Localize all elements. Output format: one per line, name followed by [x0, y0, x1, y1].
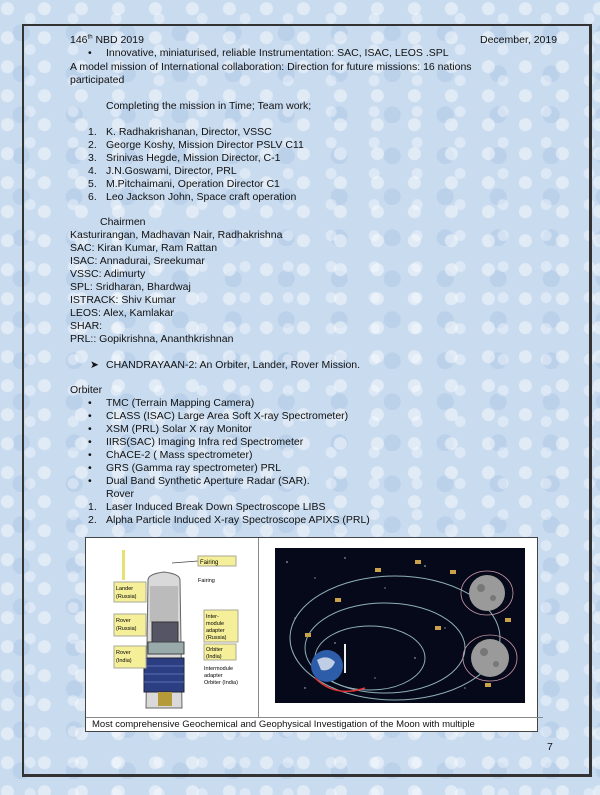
- mission-trajectory-image: [275, 548, 525, 703]
- orbiter-item: • XSM (PRL) Solar X ray Monitor: [106, 423, 252, 436]
- chairmen-item: Kasturirangan, Madhavan Nair, Radhakrishna: [70, 229, 283, 241]
- team-item: 3. Srinivas Hegde, Mission Director, C-1: [88, 152, 281, 164]
- fairing-top-label: Fairing: [200, 560, 219, 566]
- chairmen-item: SAC: Kiran Kumar, Ram Rattan: [70, 242, 218, 254]
- spacecraft-stack-diagram: [86, 538, 258, 716]
- header-date: December, 2019: [480, 34, 558, 46]
- chairmen-item: SPL: Sridharan, Bhardwaj: [70, 281, 191, 293]
- fairing-label: Fairing: [198, 578, 215, 584]
- chairmen-item: VSSC: Adimurty: [70, 268, 146, 280]
- inter-label-1: Inter-: [206, 614, 219, 620]
- rover-label: Rover: [116, 650, 131, 656]
- inter-label-4: (Russia): [206, 635, 227, 641]
- chairmen-item: ISAC: Annadurai, Sreekumar: [70, 255, 205, 267]
- model-mission-line1: A model mission of International collaboration: Direction for future missions: 16 nations: [70, 61, 472, 73]
- orbiter-item: • GRS (Gamma ray spectrometer) PRL: [106, 462, 281, 475]
- rover2-sub-label: (Russia): [116, 626, 137, 632]
- model-mission-line2: participated: [70, 74, 125, 86]
- orbiter-label: Orbiter: [206, 647, 223, 653]
- orbiter2-label: Orbiter (India): [204, 680, 238, 686]
- intro-bullet: • Innovative, miniaturised, reliable Instrumentation: SAC, ISAC, LEOS .SPL: [106, 47, 449, 60]
- rover-sub-label: (India): [116, 658, 132, 664]
- header-event: 146th NBD 2019: [70, 34, 144, 46]
- figure-caption: Most comprehensive Geochemical and Geophysical Investigation of the Moon with multiple: [86, 717, 543, 732]
- team-item: 1. K. Radhakrishanan, Director, VSSC: [88, 126, 272, 138]
- lander-label: Lander: [116, 586, 134, 592]
- orbiter-title: Orbiter: [70, 384, 103, 396]
- orbiter-item: • Dual Band Synthetic Aperture Radar (SAR).: [106, 475, 310, 488]
- arrow-bullet-icon: ➤: [90, 359, 99, 371]
- figure-divider: [258, 538, 259, 717]
- chairmen-item: SHAR:: [70, 320, 103, 332]
- rover-title: Rover: [106, 488, 135, 500]
- intermodule-label: Intermodule: [204, 666, 234, 672]
- orbiter-item: • IIRS(SAC) Imaging Infra red Spectrometer: [106, 436, 303, 449]
- intermodule-label-2: adapter: [204, 673, 223, 679]
- chairmen-item: ISTRACK: Shiv Kumar: [70, 294, 176, 306]
- inter-label-3: adapter: [206, 628, 225, 634]
- chairmen-item: PRL:: Gopikrishna, Ananthkrishnan: [70, 333, 234, 345]
- chairmen-title: Chairmen: [100, 216, 146, 228]
- orbiter-item: • ChACE-2 ( Mass spectrometer): [106, 449, 252, 462]
- orbiter-item: • TMC (Terrain Mapping Camera): [106, 397, 254, 410]
- lander-sub-label: (Russia): [116, 594, 137, 600]
- orbiter-sub-label: (India): [206, 654, 222, 660]
- team-item: 4. J.N.Goswami, Director, PRL: [88, 165, 237, 177]
- chairmen-item: LEOS: Alex, Kamlakar: [70, 307, 174, 319]
- inter-label-2: module: [206, 621, 225, 627]
- team-item: 6. Leo Jackson John, Space craft operation: [88, 191, 297, 203]
- mission-figure: [85, 537, 538, 732]
- team-item: 2. George Koshy, Mission Director PSLV C11: [88, 139, 304, 151]
- team-item: 5. M.Pitchaimani, Operation Director C1: [88, 178, 280, 190]
- rover-item: 1. Laser Induced Break Down Spectroscope LIBS: [88, 501, 326, 513]
- rover2-label: Rover: [116, 618, 131, 624]
- chandrayaan-line: ➤ CHANDRAYAAN-2: An Orbiter, Lander, Rover Mission.: [90, 359, 361, 371]
- rover-item: 2. Alpha Particle Induced X-ray Spectroscope APIXS (PRL): [88, 514, 370, 526]
- page-number: 7: [547, 741, 553, 753]
- completing-line: Completing the mission in Time; Team work;: [106, 100, 312, 112]
- orbiter-item: • CLASS (ISAC) Large Area Soft X-ray Spectrometer): [106, 410, 348, 423]
